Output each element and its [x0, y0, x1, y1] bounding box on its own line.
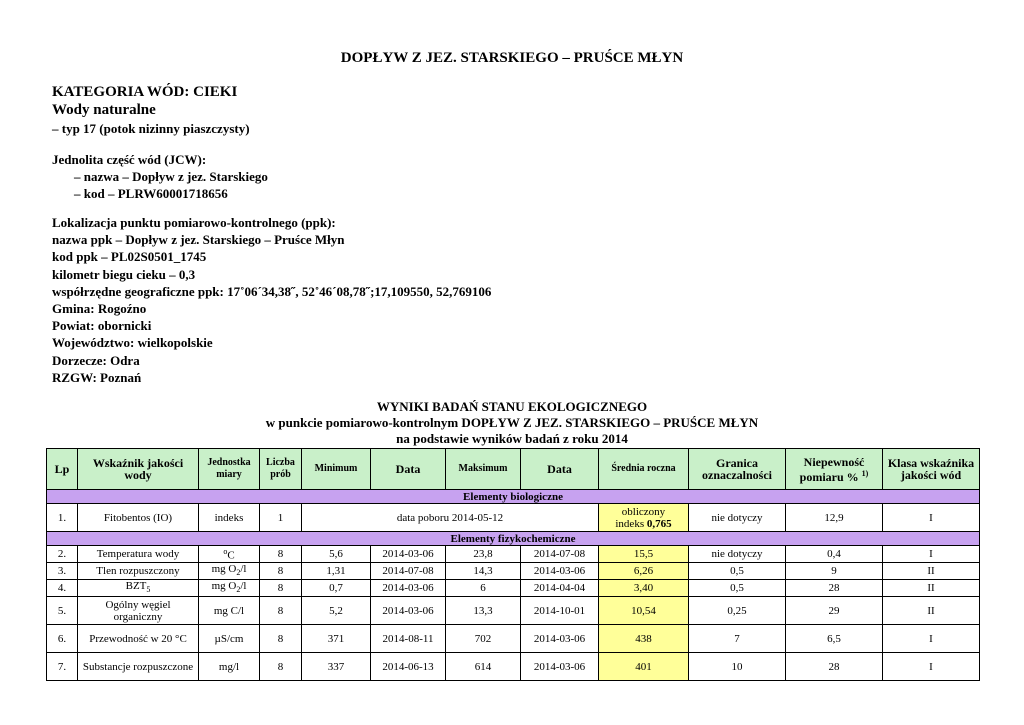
cell-date-min: 2014-03-06 [371, 546, 446, 563]
cell-min: 0,7 [302, 579, 371, 596]
location-rzgw: RZGW: Poznań [52, 369, 142, 385]
cell-date-max: 2014-04-04 [521, 579, 599, 596]
location-dorzecze: Dorzecze: Odra [52, 352, 140, 368]
cell-unc: 6,5 [786, 625, 883, 653]
cell-lp: 7. [47, 653, 78, 681]
col-minimum: Minimum [302, 449, 371, 490]
cell-loq: nie dotyczy [689, 546, 786, 563]
section-row-phys [47, 532, 980, 546]
cell-min: 1,31 [302, 562, 371, 579]
cell-date-max: 2014-10-01 [521, 597, 599, 625]
cell-unc: 9 [786, 562, 883, 579]
cell-unc: 12,9 [786, 504, 883, 532]
location-powiat: Powiat: obornicki [52, 318, 152, 334]
cell-unc: 28 [786, 579, 883, 596]
cell-min: 337 [302, 653, 371, 681]
cell-class: II [883, 579, 980, 596]
cell-count: 8 [260, 653, 302, 681]
cell-class: I [883, 653, 980, 681]
cell-unit: mg C/l [199, 597, 260, 625]
location-name: nazwa ppk – Dopływ z jez. Starskiego – Pruśce Młyn [52, 232, 345, 248]
cell-sampling: data poboru 2014-05-12 [302, 504, 599, 532]
page-title: DOPŁYW Z JEZ. STARSKIEGO – PRUŚCE MŁYN [340, 50, 684, 66]
section-row-bio [47, 490, 980, 504]
cell-lp: 1. [47, 504, 78, 532]
cell-name: Tlen rozpuszczony [78, 562, 199, 579]
cell-date-min: 2014-03-06 [371, 597, 446, 625]
cell-lp: 3. [47, 562, 78, 579]
jcw-header: Jednolita część wód (JCW): [52, 152, 207, 167]
cell-count: 1 [260, 504, 302, 532]
cell-unit: µS/cm [199, 625, 260, 653]
col-data-min: Data [371, 449, 446, 490]
cell-lp: 6. [47, 625, 78, 653]
table-row [47, 579, 980, 596]
col-lp: Lp [47, 449, 78, 490]
cell-loq: 0,5 [689, 579, 786, 596]
cell-date-max: 2014-03-06 [521, 653, 599, 681]
location-gmina: Gmina: Rogoźno [52, 301, 147, 317]
cell-avg: 438 [599, 625, 689, 653]
section-bio-label: Elementy biologiczne [47, 490, 980, 504]
cell-name: Ogólny węgiel organiczny [78, 597, 199, 625]
cell-unit: mg/l [199, 653, 260, 681]
cell-unit: mg $O_2/l$ [199, 579, 260, 596]
cell-date-min: 2014-07-08 [371, 562, 446, 579]
cell-max: 6 [446, 579, 521, 596]
cell-loq: 10 [689, 653, 786, 681]
cell-count: 8 [260, 579, 302, 596]
cell-unit: mg $O_2/l$ [199, 562, 260, 579]
col-jednostka: Jednostka miary [199, 449, 260, 490]
cell-avg: 3,40 [599, 579, 689, 596]
cell-lp: 2. [47, 546, 78, 563]
cell-min: 5,6 [302, 546, 371, 563]
type-line: – typ 17 (potok nizinny piaszczysty) [52, 121, 250, 136]
water-type: Wody naturalne [52, 102, 156, 118]
cell-avg: 6,26 [599, 562, 689, 579]
cell-date-max: 2014-03-06 [521, 562, 599, 579]
cell-min: 371 [302, 625, 371, 653]
table-row [47, 562, 980, 579]
cell-name: Substancje rozpuszczone [78, 653, 199, 681]
results-table [46, 448, 980, 681]
cell-count: 8 [260, 546, 302, 563]
cell-name: Temperatura wody [78, 546, 199, 563]
results-heading-1: WYNIKI BADAŃ STANU EKOLOGICZNEGO [376, 399, 648, 414]
location-coords: współrzędne geograficzne ppk: 17˚06´34,38˝, 52˚46´08,78˝;17,109550, 52,769106 [52, 283, 492, 299]
cell-name: $BZT_5$ [78, 579, 199, 596]
cell-class: I [883, 625, 980, 653]
table-row [47, 546, 980, 563]
col-srednia: Średnia roczna [599, 449, 689, 490]
cell-date-max: 2014-07-08 [521, 546, 599, 563]
cell-date-max: 2014-03-06 [521, 625, 599, 653]
table-row [47, 653, 980, 681]
cell-lp: 5. [47, 597, 78, 625]
cell-name: Fitobentos (IO) [78, 504, 199, 532]
location-code: kod ppk – PL02S0501_1745 [52, 249, 207, 265]
cell-unc: 28 [786, 653, 883, 681]
cell-avg: 10,54 [599, 597, 689, 625]
cell-loq: 7 [689, 625, 786, 653]
col-klasa: Klasa wskaźnika jakości wód [883, 449, 980, 490]
jcw-block [52, 151, 268, 202]
col-granica: Granica oznaczalności [689, 449, 786, 490]
location-km: kilometr biegu cieku – 0,3 [52, 266, 196, 282]
cell-count: 8 [260, 562, 302, 579]
cell-max: 14,3 [446, 562, 521, 579]
jcw-name: – nazwa – Dopływ z jez. Starskiego [74, 169, 268, 184]
cell-max: 23,8 [446, 546, 521, 563]
cell-class: II [883, 597, 980, 625]
table-header-row [47, 449, 980, 490]
cell-unit: $^o$C [199, 546, 260, 563]
cell-count: 8 [260, 597, 302, 625]
cell-avg: 401 [599, 653, 689, 681]
cell-max: 13,3 [446, 597, 521, 625]
cell-loq: 0,5 [689, 562, 786, 579]
table-row [47, 597, 980, 625]
jcw-code: – kod – PLRW60001718656 [74, 186, 228, 201]
cell-unc: 29 [786, 597, 883, 625]
water-category: KATEGORIA WÓD: CIEKI [52, 84, 238, 100]
cell-unit: indeks [199, 504, 260, 532]
col-wskaznik: Wskaźnik jakości wody [78, 449, 199, 490]
col-liczba: Liczba prób [260, 449, 302, 490]
cell-unc: 0,4 [786, 546, 883, 563]
location-block [52, 214, 491, 386]
table-row [47, 625, 980, 653]
cell-lp: 4. [47, 579, 78, 596]
cell-date-min: 2014-03-06 [371, 579, 446, 596]
cell-class: I [883, 504, 980, 532]
cell-min: 5,2 [302, 597, 371, 625]
col-niepewnosc: Niepewność pomiaru % $^{1)}$ [786, 449, 883, 490]
cell-date-min: 2014-08-11 [371, 625, 446, 653]
cell-max: 614 [446, 653, 521, 681]
cell-date-min: 2014-06-13 [371, 653, 446, 681]
cell-loq: nie dotyczy [689, 504, 786, 532]
col-maksimum: Maksimum [446, 449, 521, 490]
cell-name: Przewodność w 20 °C [78, 625, 199, 653]
col-data-max: Data [521, 449, 599, 490]
location-woj: Województwo: wielkopolskie [52, 335, 213, 351]
cell-loq: 0,25 [689, 597, 786, 625]
table-row [47, 504, 980, 532]
results-heading-2: w punkcie pomiarowo-kontrolnym DOPŁYW Z JEZ. STARSKIEGO – PRUŚCE MŁYN [265, 415, 759, 430]
cell-avg: obliczony indeks 0,765 [599, 504, 689, 532]
cell-avg: 15,5 [599, 546, 689, 563]
results-heading-3: na podstawie wyników badań z roku 2014 [396, 431, 628, 446]
section-phys-label: Elementy fizykochemiczne [47, 532, 980, 546]
cell-class: I [883, 546, 980, 563]
location-header: Lokalizacja punktu pomiarowo-kontrolnego (ppk): [52, 215, 336, 230]
cell-class: II [883, 562, 980, 579]
cell-max: 702 [446, 625, 521, 653]
cell-count: 8 [260, 625, 302, 653]
